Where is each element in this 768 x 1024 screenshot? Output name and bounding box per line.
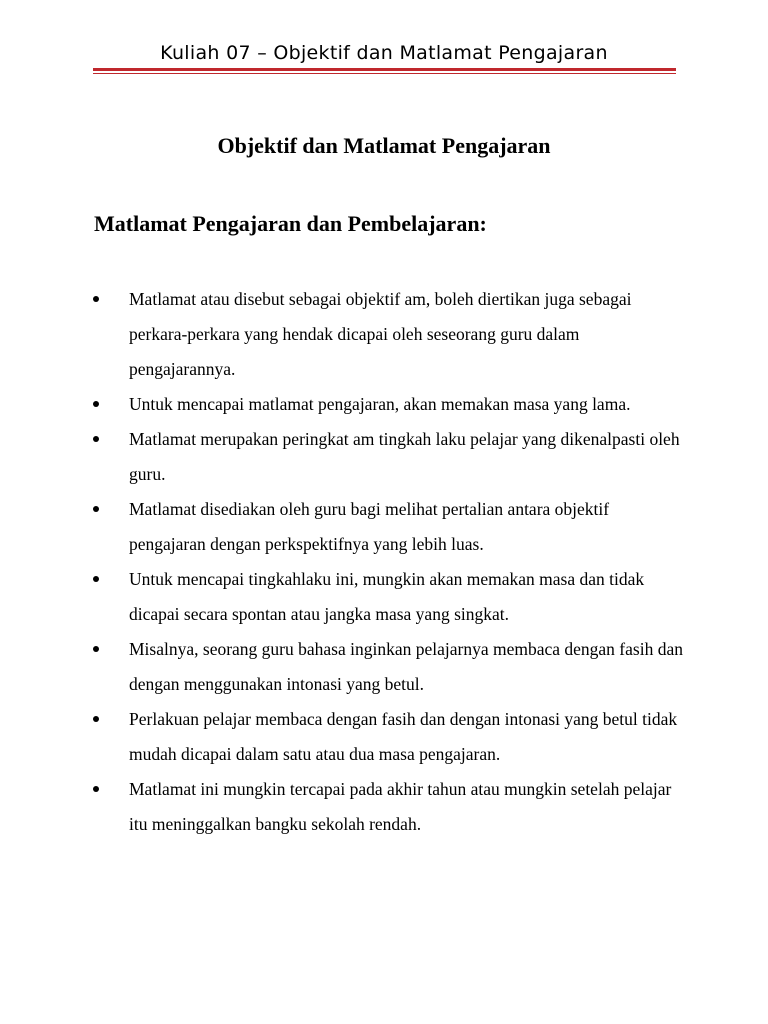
list-item <box>88 282 688 387</box>
list-item-text: Matlamat ini mungkin tercapai pada akhir tahun atau mungkin setelah pelajar itu meninggalkan bangku sekolah rendah. <box>129 779 672 834</box>
list-item-text: Untuk mencapai tingkahlaku ini, mungkin akan memakan masa dan tidak dicapai secara spontan atau jangka masa yang singkat. <box>129 569 645 624</box>
bullet-dot-icon <box>93 436 99 442</box>
bullet-dot-icon <box>93 786 99 792</box>
bullet-list <box>88 282 688 842</box>
bullet-dot-icon <box>93 296 99 302</box>
header-rule-thick <box>93 68 676 71</box>
list-item-text: Matlamat atau disebut sebagai objektif am, boleh diertikan juga sebagai perkara-perkara yang hendak dicapai oleh seseorang guru dalam pengajarannya. <box>129 289 632 379</box>
section-heading: Matlamat Pengajaran dan Pembelajaran: <box>94 211 487 236</box>
document-title: Objektif dan Matlamat Pengajaran <box>217 133 551 158</box>
header-rule-thin <box>93 73 676 74</box>
list-item <box>88 387 688 422</box>
list-item <box>88 772 688 842</box>
list-item <box>88 492 688 562</box>
bullet-dot-icon <box>93 506 99 512</box>
list-item-text: Matlamat disediakan oleh guru bagi melihat pertalian antara objektif pengajaran dengan perkspektifnya yang lebih luas. <box>129 499 610 554</box>
running-header: Kuliah 07 – Objektif dan Matlamat Pengajaran <box>160 42 608 64</box>
bullet-dot-icon <box>93 401 99 407</box>
bullet-dot-icon <box>93 716 99 722</box>
list-item-text: Misalnya, seorang guru bahasa inginkan pelajarnya membaca dengan fasih dan dengan menggunakan intonasi yang betul. <box>129 639 683 694</box>
list-item <box>88 702 688 772</box>
list-item-text: Matlamat merupakan peringkat am tingkah laku pelajar yang dikenalpasti oleh guru. <box>129 429 680 484</box>
list-item <box>88 422 688 492</box>
list-item <box>88 632 688 702</box>
list-item-text: Untuk mencapai matlamat pengajaran, akan memakan masa yang lama. <box>129 394 631 414</box>
bullet-dot-icon <box>93 646 99 652</box>
bullet-dot-icon <box>93 576 99 582</box>
list-item <box>88 562 688 632</box>
list-item-text: Perlakuan pelajar membaca dengan fasih dan dengan intonasi yang betul tidak mudah dicapai dalam satu atau dua masa pengajaran. <box>129 709 678 764</box>
